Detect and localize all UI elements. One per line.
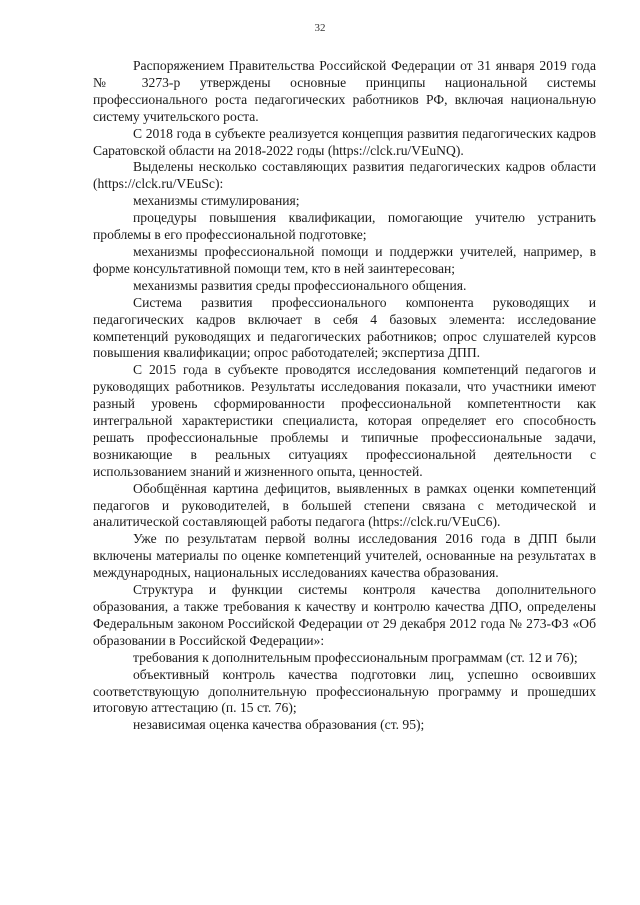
paragraph-research-2015: С 2015 года в субъекте проводятся исследования компетенций педагогов и руководящих работников. Результаты исследования показали, что участники имеют разный уровень сформированности профессиональной компетентности как интегральной характеристики специалиста, которая определяет его способность решать профессиональные проблемы и типичные профессиональные задачи, возникающие в реальных ситуациях профессиональной деятельности с использованием знаний и жизненного опыта, ценностей. (93, 362, 596, 479)
paragraph-concept-2018: С 2018 года в субъекте реализуется концепция развития педагогических кадров Саратовской области на 2018-2022 годы (https://clck.ru/VEuNQ). (93, 125, 596, 158)
list-item-stimulation: механизмы стимулирования; (133, 193, 300, 209)
list-item-professional-help: механизмы профессиональной помощи и поддержки учителей, например, в форме консультативной помощи тем, кто в ней заинтересован; (93, 243, 596, 276)
paragraph-government-order: Распоряжением Правительства Российской Федерации от 31 января 2019 года № 3273-р утверждены основные принципы национальной системы профессионального роста педагогических работников РФ, включая национальную систему учительского роста. (93, 58, 596, 124)
list-item-independent-assessment: независимая оценка качества образования (ст. 95); (133, 717, 425, 733)
document-body (93, 58, 596, 734)
list-item-program-requirements: требования к дополнительным профессиональным программам (ст. 12 и 76); (133, 649, 578, 665)
paragraph-components-intro: Выделены несколько составляющих развития педагогических кадров области (https://clck.ru/VEuSc): (93, 159, 596, 192)
page-number: 32 (314, 22, 326, 34)
paragraph-quality-control: Структура и функции системы контроля качества дополнительного образования, а также требования к качеству и контролю качества ДПО, определены Федеральным законом Российской Федерации от 29 декабря 2012 года № 273-ФЗ «Об образовании в Российской Федерации»: (93, 582, 596, 648)
paragraph-development-system: Система развития профессионального компонента руководящих и педагогических кадров включает в себя 4 базовых элемента: исследование компетенций руководящих и педагогических работников; опрос слушателей курсов повышения квалификации; опрос работодателей; экспертиза ДПП. (93, 294, 596, 361)
list-item-communication: механизмы развития среды профессионального общения. (133, 277, 467, 293)
paragraph-first-wave: Уже по результатам первой волны исследования 2016 года в ДПП были включены материалы по оценке компетенций учителей, основанные на результатах в международных, национальных исследованиях качества образования. (93, 531, 596, 581)
paragraph-deficits: Обобщённая картина дефицитов, выявленных в рамках оценки компетенций педагогов и руководителей, в большей степени связана с методической и аналитической составляющей работы педагога (https://clck.ru/VEuC6). (93, 480, 596, 530)
list-item-objective-control: объективный контроль качества подготовки лиц, успешно освоивших соответствующую дополнительную профессиональную программу и прошедших итоговую аттестацию (п. 15 ст. 76); (93, 666, 596, 716)
list-item-qualification: процедуры повышения квалификации, помогающие учителю устранить проблемы в его профессиональной подготовке; (93, 210, 596, 243)
